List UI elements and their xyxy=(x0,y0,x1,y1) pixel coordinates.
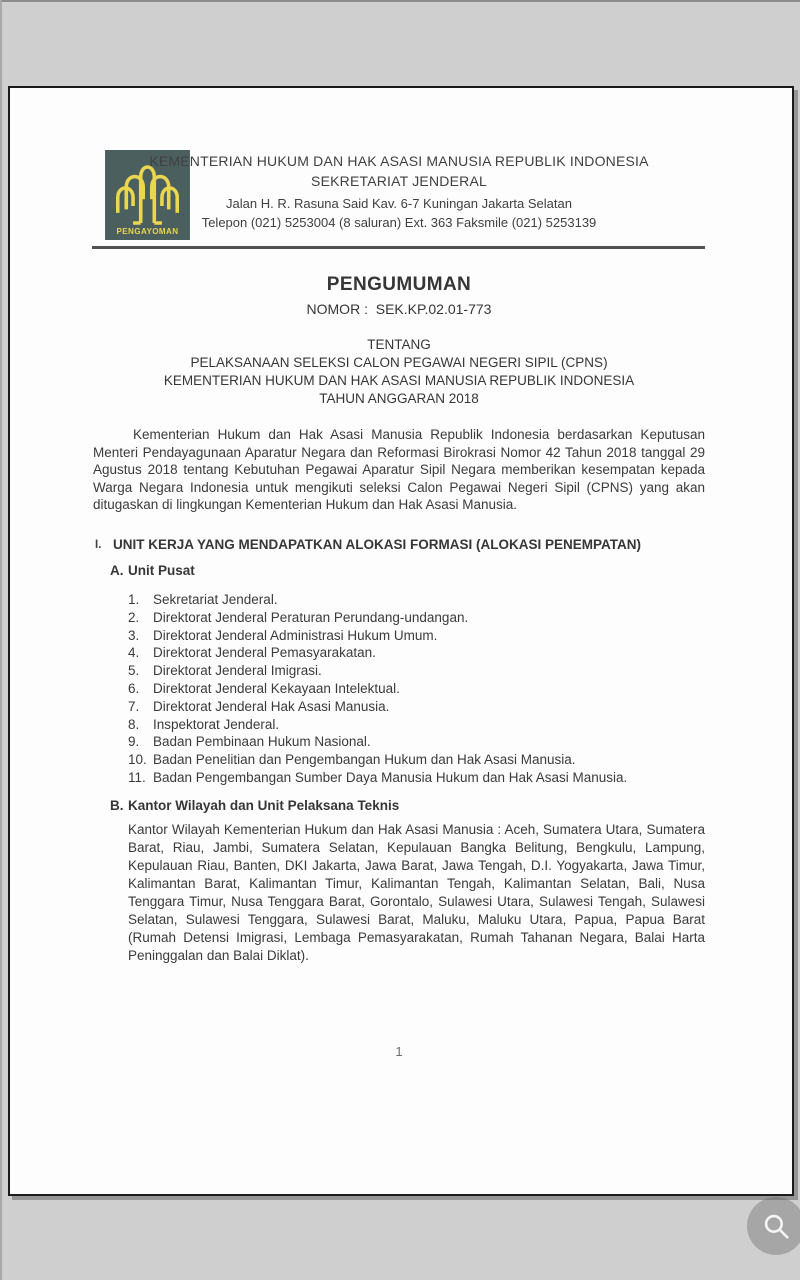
secretariat-name: SEKRETARIAT JENDERAL xyxy=(311,173,487,189)
subsection-b-title: Kantor Wilayah dan Unit Pelaksana Teknis xyxy=(128,798,400,813)
address-line: Jalan H. R. Rasuna Said Kav. 6-7 Kuningan Jakarta Selatan xyxy=(226,196,572,211)
subsection-a-title: Unit Pusat xyxy=(128,563,195,578)
document-number: NOMOR : SEK.KP.02.01-773 xyxy=(306,301,492,317)
list-item xyxy=(128,698,706,716)
list-item-number: 5. xyxy=(128,663,140,679)
subsection-a-heading xyxy=(110,563,705,578)
list-item xyxy=(128,716,706,734)
subsection-b-label: B. xyxy=(110,798,124,813)
list-item-number: 11. xyxy=(128,769,146,785)
list-item xyxy=(128,662,706,680)
subject-line-2: KEMENTERIAN HUKUM DAN HAK ASASI MANUSIA REPUBLIK INDONESIA xyxy=(163,373,635,388)
list-item-number: 1. xyxy=(128,592,140,607)
list-item xyxy=(128,769,706,787)
list-item xyxy=(128,644,706,662)
kantor-wilayah-paragraph: Kantor Wilayah Kementerian Hukum dan Hak Asasi Manusia : Aceh, Sumatera Utara, Sumatera Barat, Riau, Jambi, Sumatera Selatan, Kepulauan Bangka Belitung, Bengkulu, Lampung, Kepulauan Riau, Banten, DKI Jakarta, Jawa Barat, Jawa Tengah, D.I. Yogyakarta, Jawa Timur, Kalimantan Barat, Kalimantan Timur, Kalimantan Tengah, Kalimantan Selatan, Bali, Nusa Tenggara Timur, Nusa Tenggara Barat, Gorontalo, Sulawesi Utara, Sulawesi Tengah, Sulawesi Selatan, Sulawesi Tenggara, Sulawesi Barat, Maluku, Maluku Utara, Papua, Papua Barat (Rumah Detensi Imigrasi, Lembaga Pemasyarakatan, Rumah Tahanan Negara, Balai Harta Peninggalan dan Balai Diklat). xyxy=(128,822,705,963)
list-item-text: Sekretariat Jenderal. xyxy=(153,592,278,607)
title-block xyxy=(93,274,705,408)
letterhead xyxy=(93,151,705,232)
list-item-text: Badan Pembinaan Hukum Nasional. xyxy=(153,734,371,750)
document-subject xyxy=(93,336,705,408)
unit-pusat-list xyxy=(128,591,706,787)
phone-line: Telepon (021) 5253004 (8 saluran) Ext. 363 Faksmile (021) 5253139 xyxy=(201,215,597,230)
list-item-number: 4. xyxy=(128,645,140,661)
list-item-number: 9. xyxy=(128,734,140,750)
list-item xyxy=(128,733,706,751)
magnifier-icon xyxy=(759,1209,793,1243)
svg-text:PENGAYOMAN: PENGAYOMAN xyxy=(116,227,179,237)
list-item-number: 10. xyxy=(128,752,147,768)
subject-line-1: PELAKSANAAN SELEKSI CALON PEGAWAI NEGERI SIPIL (CPNS) xyxy=(190,355,608,370)
list-item-number: 2. xyxy=(128,609,140,625)
section-1-title: UNIT KERJA YANG MENDAPATKAN ALOKASI FORMASI (ALOKASI PENEMPATAN) xyxy=(113,537,642,552)
list-item xyxy=(128,609,706,627)
list-item-number: 6. xyxy=(128,680,140,696)
list-item-text: Direktorat Jenderal Kekayaan Intelektual. xyxy=(153,680,400,696)
letterhead-divider xyxy=(92,246,705,249)
subject-line-3: TAHUN ANGGARAN 2018 xyxy=(319,391,479,406)
section-1-heading xyxy=(95,537,709,552)
list-item-number: 8. xyxy=(128,716,140,732)
list-item-text: Inspektorat Jenderal. xyxy=(153,716,280,732)
search-fab-button[interactable] xyxy=(747,1197,800,1255)
subsection-a-label: A. xyxy=(110,563,124,578)
list-item xyxy=(128,751,706,769)
list-item-text: Direktorat Jenderal Pemasyarakatan. xyxy=(153,645,376,661)
list-item-text: Direktorat Jenderal Hak Asasi Manusia. xyxy=(153,698,390,714)
list-item-text: Direktorat Jenderal Administrasi Hukum Umum. xyxy=(153,627,438,643)
list-item-text: Direktorat Jenderal Peraturan Perundang-undangan. xyxy=(153,609,469,625)
viewer-left-edge xyxy=(0,0,2,1280)
document-title: PENGUMUMAN xyxy=(326,274,472,295)
list-item xyxy=(128,591,706,609)
list-item xyxy=(128,627,706,645)
subsection-b-heading xyxy=(110,798,705,813)
document-page xyxy=(8,86,794,1196)
viewer-top-edge xyxy=(0,0,800,2)
list-item-text: Badan Pengembangan Sumber Daya Manusia Hukum dan Hak Asasi Manusia. xyxy=(153,769,628,785)
ministry-name: KEMENTERIAN HUKUM DAN HAK ASASI MANUSIA REPUBLIK INDONESIA xyxy=(149,153,649,169)
intro-paragraph: Kementerian Hukum dan Hak Asasi Manusia Republik Indonesia berdasarkan Keputusan Menteri Pendayagunaan Aparatur Negara dan Reformasi Birokrasi Nomor 42 Tahun 2018 tanggal 29 Agustus 2018 tentang Kebutuhan Pegawai Aparatur Sipil Negara memberikan kesempatan kepada Warga Negara Indonesia untuk mengikuti seleksi Calon Pegawai Negeri Sipil (CPNS) yang akan ditugaskan di lingkungan Kementerian Hukum dan Hak Asasi Manusia. xyxy=(93,427,705,512)
page-number: 1 xyxy=(395,1044,403,1059)
list-item xyxy=(128,680,706,698)
list-item-number: 3. xyxy=(128,627,140,643)
list-item-text: Direktorat Jenderal Imigrasi. xyxy=(153,663,322,679)
section-1-numeral: I. xyxy=(95,539,102,551)
subject-tentang: TENTANG xyxy=(367,337,431,352)
list-item-number: 7. xyxy=(128,698,140,714)
list-item-text: Badan Penelitian dan Pengembangan Hukum dan Hak Asasi Manusia. xyxy=(153,752,576,768)
